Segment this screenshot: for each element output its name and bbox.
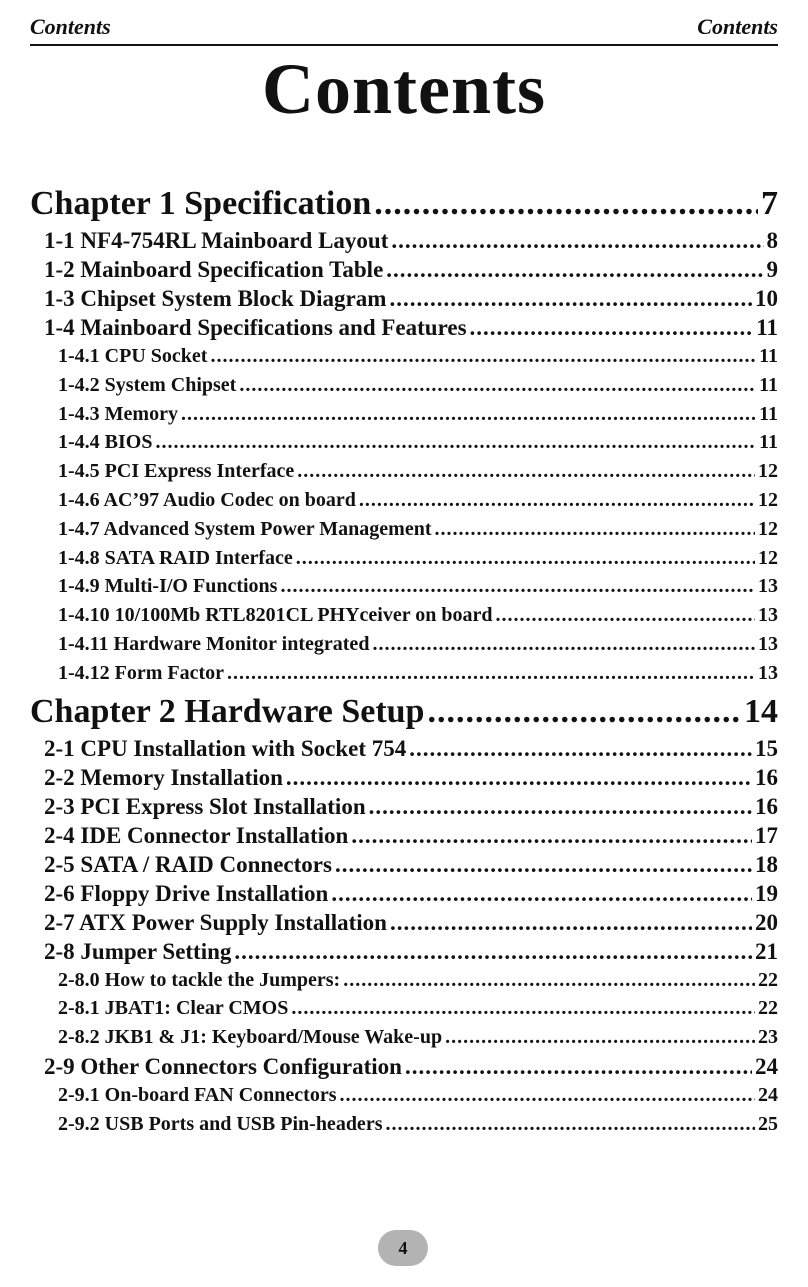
dot-leader [296, 544, 755, 573]
dot-leader [434, 515, 755, 544]
toc-entry-label: 2-8.2 JKB1 & J1: Keyboard/Mouse Wake-up [58, 1026, 443, 1049]
toc-entry-page: 11 [756, 315, 778, 340]
toc-entry-page: 22 [758, 997, 778, 1020]
toc-entry-label: 1-4.10 10/100Mb RTL8201CL PHYceiver on board [58, 604, 493, 627]
toc-entry-chapter[interactable] [30, 182, 778, 226]
running-header [30, 14, 778, 46]
toc-entry-sub[interactable] [30, 572, 778, 601]
toc-entry-sub[interactable] [30, 428, 778, 457]
dot-leader [389, 284, 752, 313]
dot-leader [359, 486, 755, 515]
toc-entry-page: 17 [755, 822, 778, 848]
toc-entry-label: 1-4.4 BIOS [58, 431, 153, 454]
dot-leader [280, 572, 755, 601]
toc-entry-page: 11 [759, 402, 778, 425]
toc-entry-label: 1-4 Mainboard Specifications and Features [44, 315, 467, 340]
dot-leader [445, 1023, 755, 1052]
toc-entry-sub[interactable] [30, 994, 778, 1023]
toc-entry-section[interactable] [30, 908, 778, 937]
dot-leader [427, 690, 741, 734]
toc-entry-label: 1-4.6 AC’97 Audio Codec on board [58, 488, 356, 511]
dot-leader [340, 1081, 755, 1110]
dot-leader [374, 182, 758, 226]
toc-entry-label: 1-4.11 Hardware Monitor integrated [58, 632, 370, 655]
toc-entry-label: 2-8.0 How to tackle the Jumpers: [58, 968, 341, 991]
dot-leader [239, 371, 756, 400]
toc-entry-page: 12 [758, 517, 778, 540]
dot-leader [470, 313, 754, 342]
dot-leader [181, 400, 756, 429]
table-of-contents [30, 182, 778, 1139]
toc-entry-label: Chapter 2 Hardware Setup [30, 692, 425, 730]
toc-entry-sub[interactable] [30, 371, 778, 400]
toc-entry-label: 1-4.3 Memory [58, 402, 178, 425]
toc-entry-label: 1-4.1 CPU Socket [58, 345, 208, 367]
dot-leader [351, 821, 752, 850]
toc-entry-page: 20 [755, 909, 778, 935]
toc-entry-label: 1-4.7 Advanced System Power Management [58, 517, 432, 540]
toc-entry-label: 2-2 Memory Installation [44, 764, 283, 790]
toc-entry-label: 2-8 Jumper Setting [44, 938, 232, 964]
toc-entry-sub[interactable] [30, 601, 778, 630]
toc-entry-page: 12 [758, 546, 778, 569]
toc-entry-page: 14 [744, 692, 778, 730]
toc-entry-label: 2-9.2 USB Ports and USB Pin-headers [58, 1112, 383, 1135]
dot-leader [405, 1052, 752, 1081]
toc-entry-page: 23 [758, 1026, 778, 1049]
toc-entry-page: 12 [758, 460, 778, 483]
dot-leader [369, 792, 752, 821]
toc-entry-sub[interactable] [30, 457, 778, 486]
toc-entry-section[interactable] [30, 792, 778, 821]
toc-entry-page: 13 [758, 661, 778, 684]
toc-entry-label: 1-3 Chipset System Block Diagram [44, 286, 387, 311]
toc-entry-sub[interactable] [30, 486, 778, 515]
toc-entry-page: 10 [755, 286, 778, 311]
dot-leader [335, 850, 752, 879]
dot-leader [343, 966, 755, 995]
toc-entry-page: 22 [758, 968, 778, 991]
toc-entry-section[interactable] [30, 821, 778, 850]
toc-entry-section[interactable] [30, 937, 778, 966]
toc-entry-sub[interactable] [30, 1110, 778, 1139]
toc-entry-label: 2-1 CPU Installation with Socket 754 [44, 735, 407, 761]
toc-entry-chapter[interactable] [30, 690, 778, 734]
toc-entry-page: 13 [758, 632, 778, 655]
dot-leader [227, 659, 755, 688]
toc-entry-sub[interactable] [30, 515, 778, 544]
toc-entry-label: 2-9 Other Connectors Configuration [44, 1053, 402, 1079]
toc-entry-label: 2-5 SATA / RAID Connectors [44, 851, 332, 877]
dot-leader [391, 226, 763, 255]
toc-entry-label: 2-6 Floppy Drive Installation [44, 880, 329, 906]
page-number-badge: 4 [378, 1230, 428, 1266]
dot-leader [372, 630, 755, 659]
toc-entry-sub[interactable] [30, 342, 778, 371]
toc-entry-label: 1-4.9 Multi-I/O Functions [58, 575, 278, 598]
toc-entry-section[interactable] [30, 734, 778, 763]
dot-leader [409, 734, 752, 763]
dot-leader [331, 879, 752, 908]
toc-entry-page: 7 [761, 185, 778, 222]
toc-entry-label: 2-7 ATX Power Supply Installation [44, 909, 387, 935]
toc-entry-label: 2-4 IDE Connector Installation [44, 822, 349, 848]
running-header-left: Contents [30, 14, 111, 39]
toc-entry-label: 1-4.2 System Chipset [58, 373, 237, 396]
toc-entry-page: 11 [759, 345, 778, 367]
toc-entry-label: 1-4.5 PCI Express Interface [58, 460, 295, 483]
toc-entry-page: 15 [755, 735, 778, 761]
toc-entry-label: 1-4.8 SATA RAID Interface [58, 546, 293, 569]
toc-entry-page: 24 [758, 1083, 778, 1106]
toc-entry-sub[interactable] [30, 400, 778, 429]
toc-entry-sub[interactable] [30, 544, 778, 573]
toc-entry-label: Chapter 1 Specification [30, 185, 372, 222]
toc-entry-sub[interactable] [30, 630, 778, 659]
toc-entry-page: 11 [759, 373, 778, 396]
dot-leader [210, 342, 756, 371]
toc-entry-page: 13 [758, 575, 778, 598]
dot-leader [495, 601, 755, 630]
dot-leader [286, 763, 752, 792]
toc-entry-page: 25 [758, 1112, 778, 1135]
toc-entry-sub[interactable] [30, 659, 778, 688]
dot-leader [386, 255, 763, 284]
toc-entry-page: 12 [758, 488, 778, 511]
dot-leader [385, 1110, 755, 1139]
toc-entry-section[interactable] [30, 226, 778, 255]
toc-entry-page: 16 [755, 793, 778, 819]
toc-entry-page: 13 [758, 604, 778, 627]
toc-entry-label: 1-2 Mainboard Specification Table [44, 257, 384, 282]
dot-leader [297, 457, 755, 486]
toc-entry-label: 2-9.1 On-board FAN Connectors [58, 1083, 337, 1106]
toc-entry-section[interactable] [30, 763, 778, 792]
toc-entry-page: 19 [755, 880, 778, 906]
toc-entry-label: 2-3 PCI Express Slot Installation [44, 793, 366, 819]
dot-leader [155, 428, 756, 457]
page-title: Contents [261, 49, 546, 129]
toc-entry-sub[interactable] [30, 966, 778, 995]
dot-leader [291, 994, 755, 1023]
toc-entry-section[interactable] [30, 313, 778, 342]
toc-entry-page: 16 [755, 764, 778, 790]
toc-entry-section[interactable] [30, 284, 778, 313]
toc-entry-page: 11 [759, 431, 778, 454]
dot-leader [234, 937, 752, 966]
running-header-right: Contents [697, 14, 778, 39]
toc-entry-page: 18 [755, 851, 778, 877]
toc-entry-sub[interactable] [30, 1023, 778, 1052]
toc-entry-label: 1-1 NF4-754RL Mainboard Layout [44, 228, 389, 253]
toc-entry-sub[interactable] [30, 1081, 778, 1110]
dot-leader [390, 908, 752, 937]
toc-entry-section[interactable] [30, 255, 778, 284]
toc-entry-section[interactable] [30, 1052, 778, 1081]
toc-entry-section[interactable] [30, 850, 778, 879]
toc-entry-page: 8 [766, 228, 778, 253]
toc-entry-page: 24 [755, 1053, 778, 1079]
toc-entry-label: 2-8.1 JBAT1: Clear CMOS [58, 997, 289, 1020]
toc-entry-label: 1-4.12 Form Factor [58, 661, 225, 684]
toc-entry-page: 9 [766, 257, 778, 282]
toc-entry-section[interactable] [30, 879, 778, 908]
toc-entry-page: 21 [755, 938, 778, 964]
